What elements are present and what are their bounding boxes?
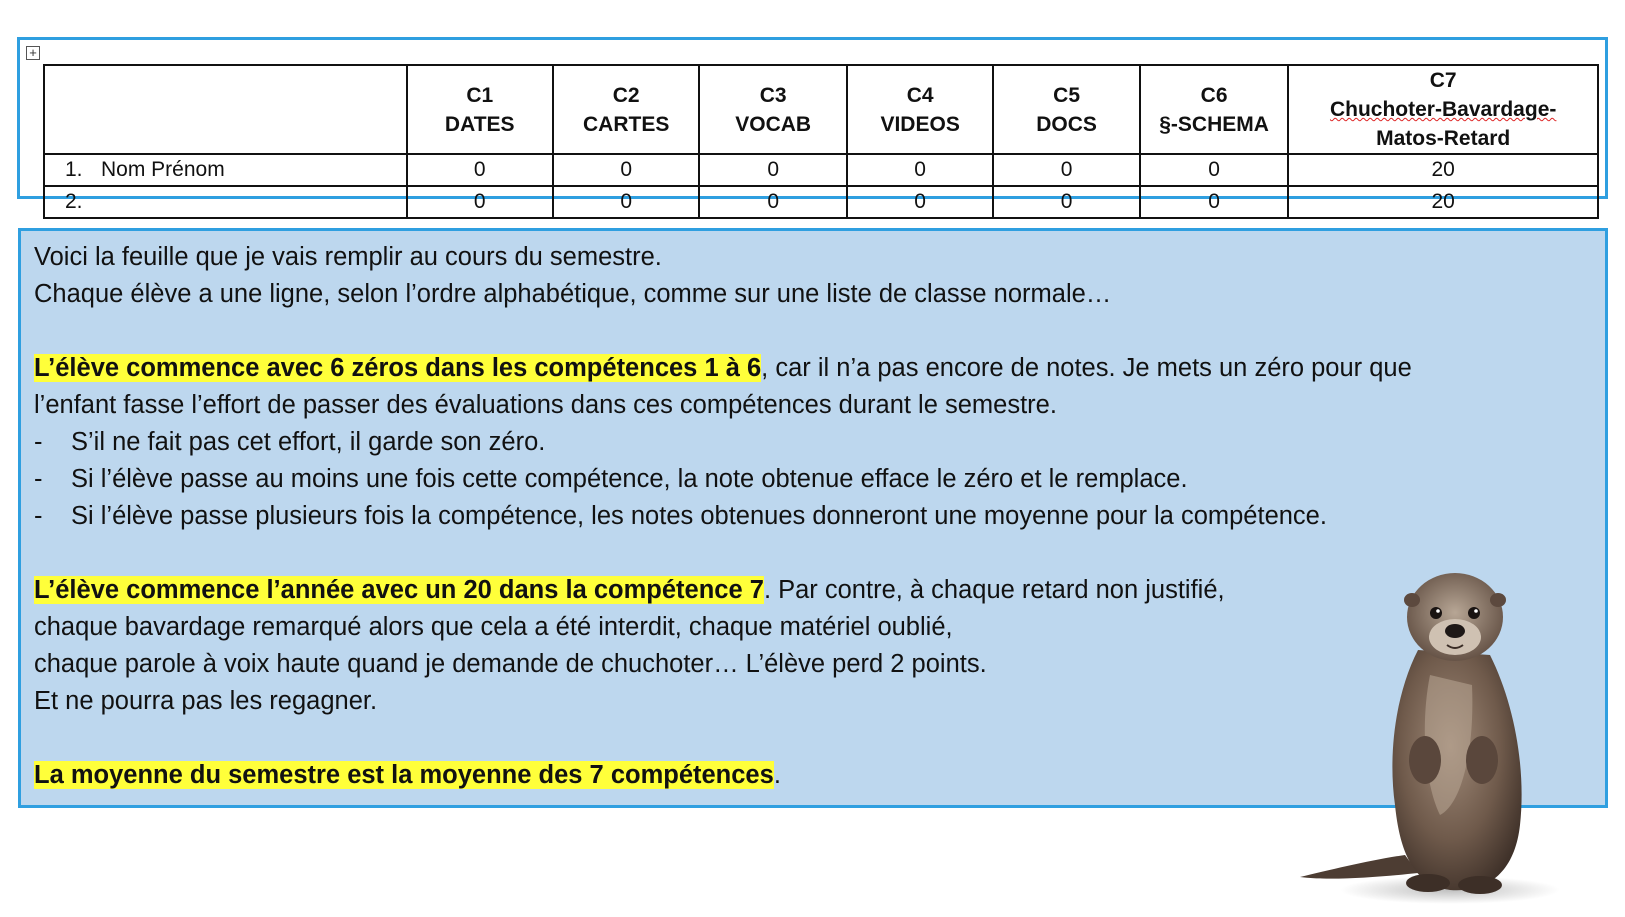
header-cell-c3: C3 VOCAB <box>699 65 847 154</box>
otter-illustration <box>1300 555 1590 915</box>
grade-cell-c7[interactable]: 20 <box>1288 154 1598 186</box>
header-cell-c1: C1 DATES <box>407 65 553 154</box>
rule-2-rest: . Par contre, à chaque retard non justifié, <box>763 576 1225 604</box>
grade-cell-c5[interactable]: 0 <box>993 154 1139 186</box>
rule-1-rest: , car il n’a pas encore de notes. Je mets un zéro pour que <box>761 354 1412 382</box>
grade-cell-c2[interactable]: 0 <box>553 154 699 186</box>
rule-3-rest: . <box>773 761 781 789</box>
row-number: 2. <box>65 190 83 213</box>
header-cell-c6: C6 §-SCHEMA <box>1140 65 1289 154</box>
header-cell-c2: C2 CARTES <box>553 65 699 154</box>
rule-1-line-1 <box>34 350 1554 387</box>
student-name-cell[interactable] <box>44 154 407 186</box>
student-name-cell[interactable] <box>44 186 407 218</box>
bullet-item: - Si l’élève passe plusieurs fois la compétence, les notes obtenues donneront une moyenne pour la compétence. <box>34 498 1554 535</box>
grade-cell-c6[interactable]: 0 <box>1140 154 1289 186</box>
spacer <box>34 313 1554 350</box>
table-move-handle-icon[interactable]: + <box>26 46 40 60</box>
bullet-dash: - <box>34 465 43 493</box>
header-cell-c4: C4 VIDEOS <box>847 65 993 154</box>
bullet-item: - S’il ne fait pas cet effort, il garde son zéro. <box>34 424 1554 461</box>
grade-cell-c6[interactable]: 0 <box>1140 186 1289 218</box>
table-row <box>44 154 1598 186</box>
intro-line-1: Voici la feuille que je vais remplir au cours du semestre. <box>34 243 662 271</box>
rule-2-line-4: Et ne pourra pas les regagner. <box>34 687 378 715</box>
grade-cell-c7[interactable]: 20 <box>1288 186 1598 218</box>
rule-3-highlight: La moyenne du semestre est la moyenne des 7 compétences <box>34 761 774 789</box>
bullet-item: - Si l’élève passe au moins une fois cette compétence, la note obtenue efface le zéro et le remplace. <box>34 461 1554 498</box>
intro-line-2: Chaque élève a une ligne, selon l’ordre alphabétique, comme sur une liste de classe normale… <box>34 280 1112 308</box>
grade-cell-c2[interactable]: 0 <box>553 186 699 218</box>
grade-table-frame <box>17 37 1608 213</box>
grade-cell-c1[interactable]: 0 <box>407 186 553 218</box>
student-name: Nom Prénom <box>101 158 225 181</box>
header-cell-name <box>44 65 407 154</box>
bullet-dash: - <box>34 502 43 530</box>
header-cell-c7: C7 Chuchoter-Bavardage- Matos-Retard <box>1288 65 1598 154</box>
grade-cell-c4[interactable]: 0 <box>847 186 993 218</box>
grade-cell-c4[interactable]: 0 <box>847 154 993 186</box>
grade-cell-c5[interactable]: 0 <box>993 186 1139 218</box>
grade-cell-c3[interactable]: 0 <box>699 154 847 186</box>
table-row <box>44 186 1598 218</box>
bullet-dash: - <box>34 428 43 456</box>
rule-1-highlight: L’élève commence avec 6 zéros dans les compétences 1 à 6 <box>34 354 762 382</box>
rule-2-highlight: L’élève commence l’année avec un 20 dans la compétence 7 <box>34 576 764 604</box>
rule-1-line-2: l’enfant fasse l’effort de passer des évaluations dans ces compétences durant le semestre. <box>34 391 1057 419</box>
grade-table <box>43 64 1599 219</box>
table-header-row <box>44 65 1598 154</box>
grade-cell-c1[interactable]: 0 <box>407 154 553 186</box>
rule-2-line-2: chaque bavardage remarqué alors que cela a été interdit, chaque matériel oublié, <box>34 613 953 641</box>
row-number: 1. <box>65 158 83 181</box>
grade-cell-c3[interactable]: 0 <box>699 186 847 218</box>
rule-2-line-3: chaque parole à voix haute quand je demande de chuchoter… L’élève perd 2 points. <box>34 650 987 678</box>
header-cell-c5: C5 DOCS <box>993 65 1139 154</box>
